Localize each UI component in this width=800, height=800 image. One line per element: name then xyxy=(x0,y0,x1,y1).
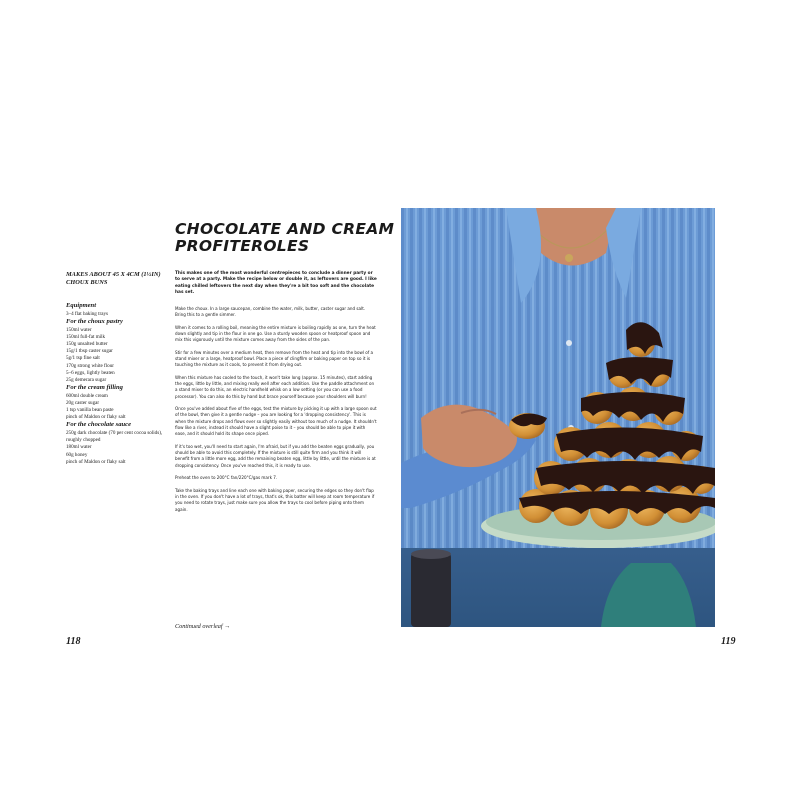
ingredient-item: 1 tsp vanilla bean paste xyxy=(66,407,114,414)
method-paragraph: When this mixture has cooled to the touch, it won't take long (approx. 15 minutes), start adding the eggs, little by little, and mixing really well after each addition. Use the paddle attachment on a stand mixer to do this, an electric handheld whisk on a low setting (or you can use a food processor). You can also do this by hand but brace yourself because your shoulders will burn! xyxy=(175,374,375,399)
section-heading: Equipment xyxy=(66,302,97,309)
method-paragraph: When it comes to a rolling boil, meaning the entire mixture is boiling rapidly as one, turn the heat down slightly and tip in the flour in one go. Use a sturdy wooden spoon or heatproof spoon and mix this vigorously until the mixture comes away from the sides of the pan. xyxy=(175,324,376,343)
ingredient-item: 150ml water xyxy=(66,327,92,334)
method-paragraph: Stir for a few minutes over a medium heat, then remove from the heat and tip into the bowl of a stand mixer or a large, heatproof bowl. Place a piece of clingfilm or baking paper on top so it is touching the mixture as it cools, to prevent it from drying out. xyxy=(175,349,374,368)
method-text xyxy=(175,271,377,519)
method-paragraph: Make the choux. In a large saucepan, combine the water, milk, butter, caster sugar and salt. Bring this to a gentle simmer. xyxy=(175,305,366,317)
method-paragraph: Take the baking trays and line each one with baking paper, securing the edges so they don't flap in the oven. If you don't have a lot of trays, that's ok, this batter will keep at room temperature if you need to rotate trays, just make sure you allow the trays to cool before piping onto them again. xyxy=(175,487,375,512)
ingredient-item: 5–6 eggs, lightly beaten xyxy=(66,369,115,376)
recipe-intro: This makes one of the most wonderful centrepieces to conclude a dinner party or to serve at a party. Make the recipe below or double it, as leftovers are good. I like eating chilled leftovers the next day when they're a bit too soft and the chocolate has set. xyxy=(175,271,377,296)
ingredient-item: pinch of Maldon or flaky salt xyxy=(66,414,126,421)
section-heading: For the cream filling xyxy=(66,383,123,391)
method-paragraph: Preheat the oven to 200°C fan/220°C/gas mark 7. xyxy=(175,475,278,481)
ingredient-section xyxy=(66,384,166,421)
profiteroles-photo xyxy=(401,208,715,627)
continued-overleaf: Continued overleaf → xyxy=(175,623,231,630)
method-paragraph: If it's too wet, you'll need to start again, I'm afraid, but if you add the beaten eggs gradually, you should be able to avoid this completely. If the mixture is still quite firm and you think it will benefit from a little more egg, add the remaining beaten egg, little by little, until the mixture is at dropping consistency. Once you've reached this, it is ready to use. xyxy=(175,443,376,468)
ingredients-list xyxy=(66,302,166,466)
ingredient-item: 3–4 flat baking trays xyxy=(66,311,109,317)
ingredient-item: 170g strong white flour xyxy=(66,362,114,369)
ingredient-section xyxy=(66,302,166,318)
recipe-yield: MAKES ABOUT 45 X 4CM (1½IN) CHOUX BUNS xyxy=(66,271,161,286)
section-heading: For the chocolate sauce xyxy=(66,421,132,429)
section-heading: For the choux pastry xyxy=(66,318,123,326)
ingredient-item: 150ml full-fat milk xyxy=(66,334,106,341)
ingredient-item: 150g unsalted butter xyxy=(66,341,108,348)
ingredient-item: 5g/1 tsp fine salt xyxy=(66,355,100,362)
ingredient-item: 600ml double cream xyxy=(66,392,108,399)
ingredient-item: 25g demerara sugar xyxy=(66,376,107,383)
ingredient-section xyxy=(66,421,166,465)
ingredient-item: 15g/1 tbsp caster sugar xyxy=(66,348,113,355)
ingredient-item: 180ml water xyxy=(66,444,92,451)
method-paragraph: Once you've added about five of the eggs, test the mixture by picking it up with a large spoon out of the bowl, then give it a gentle nudge – you are looking for a 'dropping consistency'. This is when the mixture drops and flows ever so slightly easily without too much of a nudge. It shouldn't flow like a river, instead it should have a slight poise to it – you should be able to pipe it with ease, and it should hold its shape once piped. xyxy=(175,406,377,437)
ingredient-item: 60g honey xyxy=(66,451,88,458)
page-number-left: 118 xyxy=(66,636,81,647)
recipe-title: CHOCOLATE AND CREAM PROFITEROLES xyxy=(175,220,395,255)
ingredient-item: 20g caster sugar xyxy=(66,399,100,406)
ingredient-section xyxy=(66,318,166,384)
page-number-right: 119 xyxy=(721,636,736,647)
ingredient-item: 250g dark chocolate (70 per cent cocoa solids), roughly chopped xyxy=(66,430,163,444)
ingredient-item: pinch of Maldon or flaky salt xyxy=(66,458,126,465)
